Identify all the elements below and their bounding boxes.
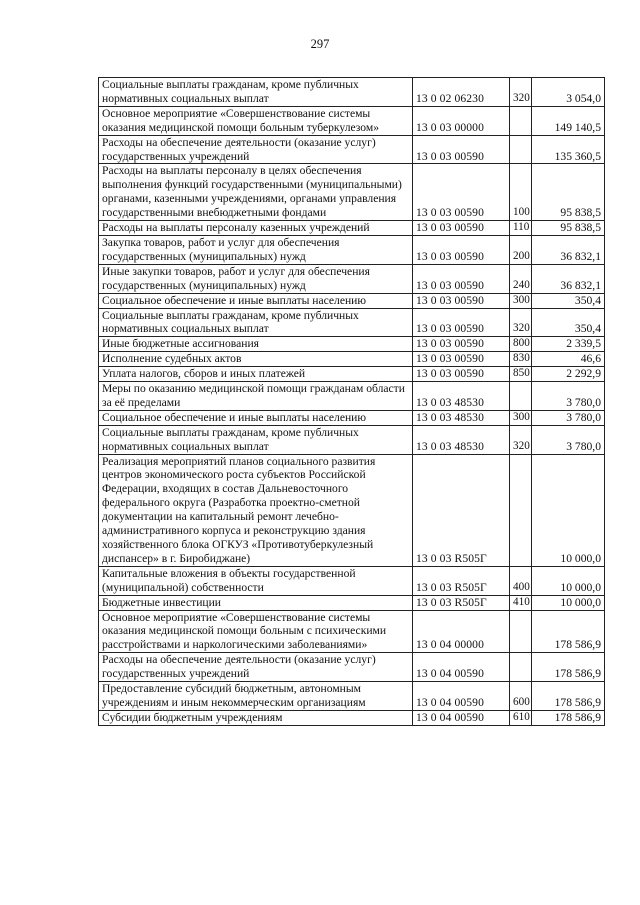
expense-name: Социальное обеспечение и иные выплаты населению [99, 410, 413, 425]
expense-type-code: 320 [510, 308, 532, 337]
amount: 3 780,0 [532, 382, 605, 411]
expense-name: Расходы на выплаты персоналу казенных учреждений [99, 221, 413, 236]
table-row [99, 710, 605, 725]
expense-name: Меры по оказанию медицинской помощи гражданам области за её пределами [99, 382, 413, 411]
target-article-code: 13 0 03 48530 [413, 410, 510, 425]
amount: 2 339,5 [532, 337, 605, 352]
target-article-code: 13 0 03 00590 [413, 164, 510, 221]
table-row [99, 566, 605, 595]
table-row [99, 653, 605, 682]
expense-type-code: 400 [510, 566, 532, 595]
expense-type-code: 610 [510, 710, 532, 725]
table-row [99, 410, 605, 425]
expense-name: Расходы на обеспечение деятельности (оказание услуг) государственных учреждений [99, 135, 413, 164]
amount: 178 586,9 [532, 610, 605, 653]
amount: 135 360,5 [532, 135, 605, 164]
target-article-code: 13 0 03 R505Г [413, 595, 510, 610]
amount: 10 000,0 [532, 454, 605, 566]
target-article-code: 13 0 03 48530 [413, 425, 510, 454]
amount: 95 838,5 [532, 221, 605, 236]
amount: 3 054,0 [532, 78, 605, 107]
expense-type-code: 110 [510, 221, 532, 236]
expense-type-code [510, 106, 532, 135]
expense-type-code [510, 454, 532, 566]
budget-table [98, 77, 605, 726]
expense-type-code: 100 [510, 164, 532, 221]
expense-type-code: 300 [510, 293, 532, 308]
expense-name: Социальные выплаты гражданам, кроме публичных нормативных социальных выплат [99, 78, 413, 107]
expense-type-code: 830 [510, 352, 532, 367]
target-article-code: 13 0 03 R505Г [413, 566, 510, 595]
table-row [99, 235, 605, 264]
expense-type-code [510, 653, 532, 682]
target-article-code: 13 0 04 00590 [413, 653, 510, 682]
table-row [99, 352, 605, 367]
target-article-code: 13 0 03 00590 [413, 337, 510, 352]
target-article-code: 13 0 02 06230 [413, 78, 510, 107]
amount: 350,4 [532, 308, 605, 337]
table-row [99, 308, 605, 337]
expense-name: Иные бюджетные ассигнования [99, 337, 413, 352]
expense-name: Закупка товаров, работ и услуг для обеспечения государственных (муниципальных) нужд [99, 235, 413, 264]
expense-name: Иные закупки товаров, работ и услуг для обеспечения государственных (муниципальных) нужд [99, 264, 413, 293]
expense-type-code [510, 610, 532, 653]
expense-type-code: 300 [510, 410, 532, 425]
table-row [99, 221, 605, 236]
amount: 350,4 [532, 293, 605, 308]
expense-name: Уплата налогов, сборов и иных платежей [99, 367, 413, 382]
amount: 178 586,9 [532, 653, 605, 682]
expense-type-code: 200 [510, 235, 532, 264]
target-article-code: 13 0 03 00590 [413, 221, 510, 236]
table-row [99, 293, 605, 308]
amount: 3 780,0 [532, 410, 605, 425]
table-row [99, 135, 605, 164]
expense-type-code: 410 [510, 595, 532, 610]
target-article-code: 13 0 03 00590 [413, 235, 510, 264]
expense-name: Капитальные вложения в объекты государственной (муниципальной) собственности [99, 566, 413, 595]
table-row [99, 595, 605, 610]
expense-name: Основное мероприятие «Совершенствование системы оказания медицинской помощи больным с психическими расстройствами и наркологическими заболеваниями» [99, 610, 413, 653]
expense-name: Предоставление субсидий бюджетным, автономным учреждениям и иным некоммерческим организациям [99, 682, 413, 711]
table-row [99, 164, 605, 221]
amount: 178 586,9 [532, 710, 605, 725]
expense-type-code [510, 135, 532, 164]
target-article-code: 13 0 03 00000 [413, 106, 510, 135]
table-row [99, 382, 605, 411]
target-article-code: 13 0 03 48530 [413, 382, 510, 411]
amount: 2 292,9 [532, 367, 605, 382]
table-row [99, 106, 605, 135]
expense-type-code: 850 [510, 367, 532, 382]
expense-name: Субсидии бюджетным учреждениям [99, 710, 413, 725]
expense-name: Социальные выплаты гражданам, кроме публичных нормативных социальных выплат [99, 425, 413, 454]
target-article-code: 13 0 03 00590 [413, 135, 510, 164]
expense-type-code: 800 [510, 337, 532, 352]
page-number: 297 [310, 37, 330, 51]
expense-name: Основное мероприятие «Совершенствование системы оказания медицинской помощи больным туберкулезом» [99, 106, 413, 135]
budget-table-body [99, 78, 605, 726]
target-article-code: 13 0 04 00000 [413, 610, 510, 653]
target-article-code: 13 0 04 00590 [413, 710, 510, 725]
amount: 36 832,1 [532, 235, 605, 264]
amount: 46,6 [532, 352, 605, 367]
target-article-code: 13 0 04 00590 [413, 682, 510, 711]
table-row [99, 337, 605, 352]
amount: 149 140,5 [532, 106, 605, 135]
amount: 95 838,5 [532, 164, 605, 221]
amount: 10 000,0 [532, 595, 605, 610]
amount: 3 780,0 [532, 425, 605, 454]
expense-type-code [510, 382, 532, 411]
target-article-code: 13 0 03 00590 [413, 352, 510, 367]
table-row [99, 264, 605, 293]
amount: 10 000,0 [532, 566, 605, 595]
table-row [99, 78, 605, 107]
expense-type-code: 320 [510, 78, 532, 107]
target-article-code: 13 0 03 00590 [413, 367, 510, 382]
expense-type-code: 320 [510, 425, 532, 454]
expense-name: Социальное обеспечение и иные выплаты населению [99, 293, 413, 308]
target-article-code: 13 0 03 00590 [413, 264, 510, 293]
expense-name: Бюджетные инвестиции [99, 595, 413, 610]
expense-name: Расходы на обеспечение деятельности (оказание услуг) государственных учреждений [99, 653, 413, 682]
expense-type-code: 240 [510, 264, 532, 293]
table-row [99, 682, 605, 711]
table-row [99, 367, 605, 382]
table-row [99, 425, 605, 454]
expense-name: Реализация мероприятий планов социального развития центров экономического роста субъектов Российской Федерации, входящих в состав Дальневосточного федерального округа (Разработка проектно-сметной документации на капитальный ремонт лечебно-административного корпуса и реконструкцию здания хозяйственного блока ОГКУЗ «Противотуберкулезный диспансер» в г. Биробиджане) [99, 454, 413, 566]
expense-name: Расходы на выплаты персоналу в целях обеспечения выполнения функций государственными (муниципальными) органами, казенными учреждениями, органами управления государственными внебюджетными фондами [99, 164, 413, 221]
table-row [99, 454, 605, 566]
expense-name: Исполнение судебных актов [99, 352, 413, 367]
target-article-code: 13 0 03 R505Г [413, 454, 510, 566]
table-row [99, 610, 605, 653]
expense-name: Социальные выплаты гражданам, кроме публичных нормативных социальных выплат [99, 308, 413, 337]
target-article-code: 13 0 03 00590 [413, 308, 510, 337]
amount: 36 832,1 [532, 264, 605, 293]
target-article-code: 13 0 03 00590 [413, 293, 510, 308]
amount: 178 586,9 [532, 682, 605, 711]
expense-type-code: 600 [510, 682, 532, 711]
